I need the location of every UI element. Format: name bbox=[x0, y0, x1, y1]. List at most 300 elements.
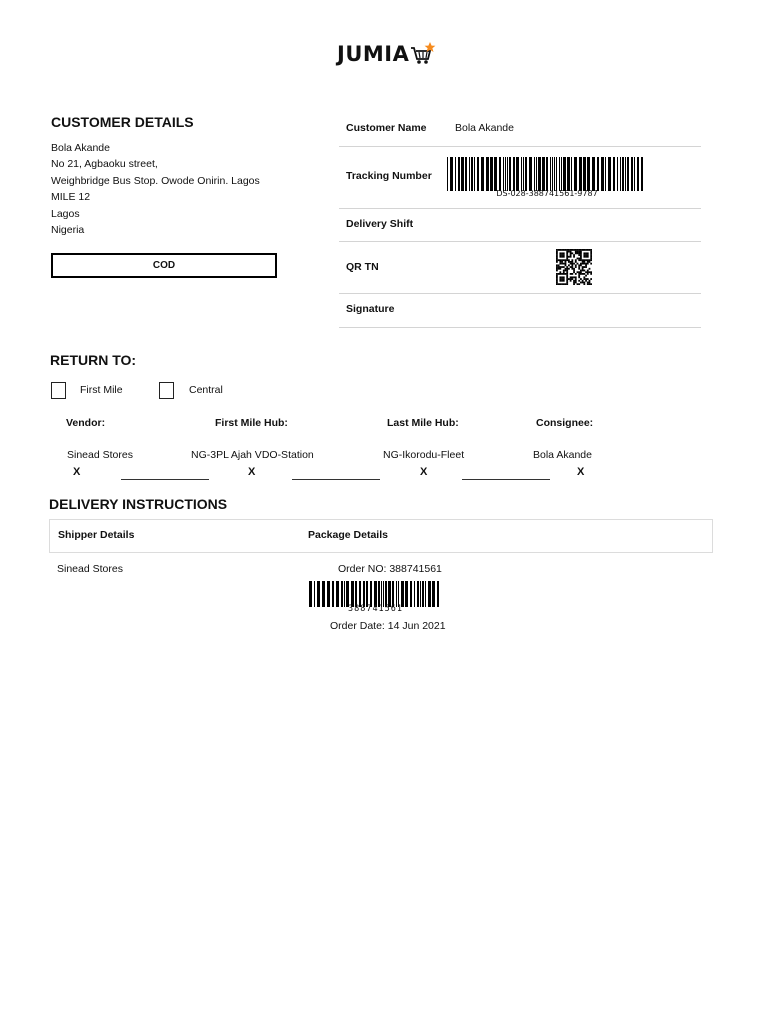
barcode-bar bbox=[516, 157, 519, 191]
qr-module bbox=[561, 254, 563, 256]
qr-module bbox=[566, 271, 568, 273]
qr-module bbox=[582, 282, 584, 284]
barcode-bar bbox=[554, 157, 555, 191]
customer-name-row bbox=[339, 112, 701, 147]
qr-module bbox=[583, 282, 585, 284]
qr-module bbox=[570, 276, 572, 278]
barcode-bar bbox=[552, 157, 553, 191]
qr-module bbox=[559, 249, 561, 251]
qr-module bbox=[573, 268, 575, 270]
qr-module bbox=[563, 273, 565, 275]
qr-module bbox=[573, 254, 575, 256]
qr-module bbox=[575, 261, 577, 263]
barcode-bar bbox=[631, 157, 633, 191]
qr-module bbox=[563, 256, 565, 258]
qr-module bbox=[575, 252, 577, 254]
qr-module bbox=[585, 263, 587, 265]
qr-module bbox=[580, 273, 582, 275]
qr-module bbox=[583, 270, 585, 272]
qr-module bbox=[590, 273, 592, 275]
qr-module bbox=[582, 280, 584, 282]
central-checkbox[interactable] bbox=[159, 382, 174, 399]
qr-module bbox=[575, 259, 577, 261]
qr-module bbox=[561, 259, 563, 261]
qr-module bbox=[565, 261, 567, 263]
barcode-bar bbox=[637, 157, 639, 191]
signature-row bbox=[339, 293, 701, 328]
qr-module bbox=[561, 273, 563, 275]
qr-module bbox=[556, 259, 558, 261]
barcode-bar bbox=[579, 157, 582, 191]
qr-module bbox=[556, 282, 558, 284]
qr-module bbox=[563, 270, 565, 272]
qr-module bbox=[587, 261, 589, 263]
qr-module bbox=[571, 266, 573, 268]
qr-module bbox=[566, 283, 568, 285]
qr-module bbox=[583, 276, 585, 278]
qr-module bbox=[585, 266, 587, 268]
qr-module bbox=[582, 259, 584, 261]
qr-module bbox=[587, 263, 589, 265]
qr-module bbox=[559, 278, 561, 280]
qr-module bbox=[563, 263, 565, 265]
qr-module bbox=[568, 256, 570, 258]
barcode-bar bbox=[529, 157, 532, 191]
qr-module bbox=[565, 268, 567, 270]
qr-module bbox=[578, 264, 580, 266]
delivery-shift-row bbox=[339, 208, 701, 242]
qr-module bbox=[570, 256, 572, 258]
qr-module bbox=[556, 278, 558, 280]
barcode-bar bbox=[477, 157, 479, 191]
qr-module bbox=[566, 275, 568, 277]
qr-module bbox=[573, 276, 575, 278]
qr-module bbox=[580, 256, 582, 258]
qr-module bbox=[568, 278, 570, 280]
vendor-label: Vendor: bbox=[66, 417, 106, 429]
qr-module bbox=[566, 273, 568, 275]
qr-module bbox=[583, 266, 585, 268]
qr-module bbox=[556, 270, 558, 272]
barcode-bar bbox=[641, 157, 643, 191]
barcode-bar bbox=[567, 157, 570, 191]
qr-module bbox=[573, 280, 575, 282]
shipper-details-label: Shipper Details bbox=[58, 529, 135, 541]
qr-module bbox=[570, 266, 572, 268]
qr-module bbox=[580, 254, 582, 256]
qr-module bbox=[570, 252, 572, 254]
barcode-bar bbox=[505, 157, 506, 191]
qr-module bbox=[575, 264, 577, 266]
barcode-bar bbox=[620, 157, 621, 191]
qr-module bbox=[563, 278, 565, 280]
tracking-row bbox=[339, 146, 701, 209]
address-line-3: MILE 12 bbox=[51, 191, 91, 204]
qr-module bbox=[571, 261, 573, 263]
barcode-bar bbox=[471, 157, 473, 191]
barcode-bar bbox=[465, 157, 467, 191]
qr-module bbox=[559, 271, 561, 273]
barcode-bar bbox=[563, 157, 566, 191]
qr-module bbox=[556, 264, 558, 266]
barcode-bar bbox=[592, 157, 595, 191]
qr-module bbox=[585, 249, 587, 251]
barcode-bar bbox=[481, 157, 484, 191]
barcode-bar bbox=[534, 157, 535, 191]
qr-module bbox=[561, 266, 563, 268]
qr-module bbox=[558, 283, 560, 285]
barcode-bar bbox=[587, 157, 590, 191]
qr-module bbox=[582, 249, 584, 251]
address-line-1: No 21, Agbaoku street, bbox=[51, 158, 158, 171]
qr-module bbox=[563, 276, 565, 278]
qr-module bbox=[578, 254, 580, 256]
tracking-label: Tracking Number bbox=[346, 170, 432, 182]
qr-module bbox=[558, 264, 560, 266]
qr-module bbox=[587, 254, 589, 256]
signature-label: Signature bbox=[346, 303, 395, 315]
qr-module bbox=[558, 259, 560, 261]
customer-name-value: Bola Akande bbox=[455, 122, 514, 134]
qr-module bbox=[580, 263, 582, 265]
qr-module bbox=[585, 254, 587, 256]
central-label: Central bbox=[189, 384, 223, 396]
qr-module bbox=[577, 252, 579, 254]
qr-code bbox=[556, 249, 592, 285]
qr-module bbox=[577, 251, 579, 253]
qr-module bbox=[568, 268, 570, 270]
barcode-bar bbox=[613, 157, 615, 191]
qr-module bbox=[587, 282, 589, 284]
qr-module bbox=[589, 280, 591, 282]
qr-module bbox=[582, 270, 584, 272]
qr-module bbox=[580, 258, 582, 260]
barcode-bar bbox=[627, 157, 629, 191]
qr-module bbox=[561, 249, 563, 251]
qr-module bbox=[580, 271, 582, 273]
qr-module bbox=[590, 258, 592, 260]
qr-module bbox=[558, 266, 560, 268]
qr-module bbox=[570, 261, 572, 263]
qr-module bbox=[571, 276, 573, 278]
qr-module bbox=[573, 282, 575, 284]
qr-module bbox=[570, 273, 572, 275]
qr-module bbox=[578, 259, 580, 261]
qr-module bbox=[570, 251, 572, 253]
customer-address bbox=[51, 140, 260, 238]
qr-module bbox=[575, 251, 577, 253]
qr-module bbox=[571, 252, 573, 254]
qr-module bbox=[568, 264, 570, 266]
qr-module bbox=[566, 278, 568, 280]
qr-module bbox=[587, 283, 589, 285]
qr-module bbox=[556, 275, 558, 277]
barcode-bar bbox=[608, 157, 611, 191]
qr-module bbox=[590, 251, 592, 253]
qr-module bbox=[578, 273, 580, 275]
first-mile-sign-line bbox=[292, 479, 380, 480]
qr-module bbox=[575, 280, 577, 282]
first-mile-hub-label: First Mile Hub: bbox=[215, 417, 288, 429]
qr-module bbox=[561, 263, 563, 265]
qr-module bbox=[566, 280, 568, 282]
order-date: Order Date: 14 Jun 2021 bbox=[330, 620, 446, 632]
first-mile-checkbox[interactable] bbox=[51, 382, 66, 399]
qr-module bbox=[575, 276, 577, 278]
qr-module bbox=[559, 252, 561, 254]
qr-module bbox=[578, 276, 580, 278]
qr-module bbox=[566, 270, 568, 272]
qr-module bbox=[580, 252, 582, 254]
barcode-bar bbox=[559, 157, 560, 191]
barcode-bar bbox=[509, 157, 511, 191]
barcode-bar bbox=[556, 157, 557, 191]
qr-module bbox=[573, 256, 575, 258]
qr-module bbox=[578, 252, 580, 254]
qr-module bbox=[583, 256, 585, 258]
barcode-bar bbox=[583, 157, 586, 191]
qr-module bbox=[556, 276, 558, 278]
qr-module bbox=[585, 278, 587, 280]
qr-module bbox=[570, 280, 572, 282]
qr-module bbox=[561, 283, 563, 285]
order-number: Order NO: 388741561 bbox=[338, 563, 442, 575]
qr-module bbox=[585, 264, 587, 266]
qr-module bbox=[589, 268, 591, 270]
qr-module bbox=[583, 263, 585, 265]
qr-module bbox=[583, 259, 585, 261]
qr-module bbox=[590, 256, 592, 258]
qr-module bbox=[587, 278, 589, 280]
qr-module bbox=[563, 249, 565, 251]
qr-module bbox=[559, 256, 561, 258]
qr-label: QR TN bbox=[346, 261, 379, 273]
qr-module bbox=[583, 278, 585, 280]
last-mile-hub-label: Last Mile Hub: bbox=[387, 417, 459, 429]
qr-module bbox=[578, 251, 580, 253]
qr-module bbox=[583, 254, 585, 256]
last-mile-sign-mark: X bbox=[420, 466, 428, 478]
qr-module bbox=[577, 263, 579, 265]
qr-module bbox=[565, 264, 567, 266]
barcode-bar bbox=[503, 157, 504, 191]
qr-module bbox=[578, 280, 580, 282]
barcode-bar bbox=[571, 157, 572, 191]
qr-module bbox=[585, 256, 587, 258]
vendor-sign-mark: X bbox=[73, 466, 81, 478]
shipper-value: Sinead Stores bbox=[57, 563, 123, 575]
barcode-bar bbox=[486, 157, 489, 191]
qr-row bbox=[339, 241, 701, 294]
return-to-heading: RETURN TO: bbox=[50, 352, 137, 368]
consignee-label: Consignee: bbox=[536, 417, 594, 429]
cart-star-icon bbox=[410, 40, 436, 66]
qr-module bbox=[566, 258, 568, 260]
qr-module bbox=[578, 249, 580, 251]
qr-module bbox=[566, 276, 568, 278]
qr-module bbox=[575, 266, 577, 268]
barcode-bar bbox=[601, 157, 604, 191]
qr-module bbox=[556, 273, 558, 275]
customer-name-label: Customer Name bbox=[346, 122, 427, 134]
qr-module bbox=[589, 259, 591, 261]
qr-module bbox=[563, 271, 565, 273]
qr-module bbox=[571, 263, 573, 265]
customer-details-heading: CUSTOMER DETAILS bbox=[51, 114, 194, 130]
qr-module bbox=[571, 259, 573, 261]
last-mile-hub-value: NG-Ikorodu-Fleet bbox=[383, 449, 465, 461]
qr-module bbox=[582, 266, 584, 268]
qr-module bbox=[561, 256, 563, 258]
qr-module bbox=[570, 254, 572, 256]
qr-module bbox=[577, 258, 579, 260]
first-mile-label: First Mile bbox=[80, 384, 123, 396]
barcode-bar bbox=[538, 157, 541, 191]
barcode-bar bbox=[546, 157, 548, 191]
qr-module bbox=[559, 261, 561, 263]
qr-module bbox=[559, 280, 561, 282]
barcode-bar bbox=[450, 157, 453, 191]
qr-module bbox=[556, 249, 558, 251]
order-barcode-text: 388741561 bbox=[347, 604, 404, 614]
qr-module bbox=[577, 283, 579, 285]
barcode-bar bbox=[513, 157, 515, 191]
qr-module bbox=[565, 273, 567, 275]
barcode-bar bbox=[542, 157, 545, 191]
barcode-bar bbox=[458, 157, 460, 191]
qr-module bbox=[585, 280, 587, 282]
qr-module bbox=[587, 249, 589, 251]
qr-module bbox=[558, 273, 560, 275]
qr-module bbox=[580, 249, 582, 251]
qr-module bbox=[558, 249, 560, 251]
qr-module bbox=[565, 283, 567, 285]
vendor-sign-line bbox=[121, 479, 209, 480]
qr-module bbox=[568, 251, 570, 253]
qr-module bbox=[563, 259, 565, 261]
qr-module bbox=[559, 268, 561, 270]
barcode-bar bbox=[597, 157, 599, 191]
qr-module bbox=[583, 273, 585, 275]
qr-module bbox=[578, 258, 580, 260]
qr-module bbox=[565, 263, 567, 265]
qr-module bbox=[556, 261, 558, 263]
qr-module bbox=[571, 249, 573, 251]
qr-module bbox=[559, 273, 561, 275]
barcode-bar bbox=[469, 157, 470, 191]
qr-module bbox=[585, 271, 587, 273]
address-country: Nigeria bbox=[51, 224, 85, 237]
address-line-2: Weighbridge Bus Stop. Owode Onirin. Lagos bbox=[51, 174, 260, 187]
qr-module bbox=[561, 261, 563, 263]
qr-module bbox=[556, 258, 558, 260]
qr-module bbox=[590, 263, 592, 265]
instructions-header-box bbox=[49, 519, 713, 553]
barcode-bar bbox=[625, 157, 626, 191]
qr-module bbox=[559, 263, 561, 265]
qr-module bbox=[563, 283, 565, 285]
qr-module bbox=[587, 270, 589, 272]
qr-module bbox=[566, 266, 568, 268]
qr-module bbox=[582, 268, 584, 270]
qr-module bbox=[556, 280, 558, 282]
qr-module bbox=[566, 251, 568, 253]
qr-module bbox=[587, 252, 589, 254]
qr-module bbox=[561, 280, 563, 282]
barcode-bar bbox=[525, 157, 527, 191]
qr-module bbox=[589, 283, 591, 285]
qr-module bbox=[583, 283, 585, 285]
package-details-label: Package Details bbox=[308, 529, 388, 541]
qr-module bbox=[590, 252, 592, 254]
qr-module bbox=[565, 249, 567, 251]
qr-module bbox=[583, 249, 585, 251]
qr-module bbox=[571, 264, 573, 266]
qr-module bbox=[582, 263, 584, 265]
qr-module bbox=[585, 259, 587, 261]
qr-module bbox=[587, 271, 589, 273]
qr-module bbox=[570, 249, 572, 251]
consignee-value: Bola Akande bbox=[533, 449, 592, 461]
barcode-bar bbox=[447, 157, 448, 191]
qr-module bbox=[578, 275, 580, 277]
qr-module bbox=[578, 268, 580, 270]
qr-module bbox=[589, 249, 591, 251]
customer-name-line: Bola Akande bbox=[51, 142, 110, 154]
qr-module bbox=[571, 268, 573, 270]
address-city: Lagos bbox=[51, 207, 80, 220]
qr-module bbox=[568, 261, 570, 263]
qr-module bbox=[559, 276, 561, 278]
qr-module bbox=[590, 283, 592, 285]
qr-module bbox=[559, 254, 561, 256]
payment-method-box: COD bbox=[51, 253, 277, 278]
qr-module bbox=[573, 263, 575, 265]
qr-module bbox=[573, 271, 575, 273]
qr-module bbox=[575, 278, 577, 280]
qr-module bbox=[561, 276, 563, 278]
barcode-bar bbox=[461, 157, 464, 191]
qr-module bbox=[556, 254, 558, 256]
qr-module bbox=[563, 266, 565, 268]
qr-module bbox=[577, 271, 579, 273]
qr-module bbox=[573, 249, 575, 251]
qr-module bbox=[589, 271, 591, 273]
qr-module bbox=[578, 271, 580, 273]
qr-module bbox=[570, 278, 572, 280]
barcode-bar bbox=[550, 157, 551, 191]
qr-module bbox=[556, 266, 558, 268]
delivery-instructions-heading: DELIVERY INSTRUCTIONS bbox=[49, 496, 228, 512]
qr-module bbox=[580, 264, 582, 266]
barcode-bar bbox=[622, 157, 624, 191]
qr-module bbox=[580, 270, 582, 272]
qr-module bbox=[556, 283, 558, 285]
barcode-bar bbox=[634, 157, 635, 191]
qr-module bbox=[566, 268, 568, 270]
qr-module bbox=[590, 271, 592, 273]
qr-module bbox=[587, 259, 589, 261]
qr-module bbox=[566, 252, 568, 254]
qr-module bbox=[566, 249, 568, 251]
qr-module bbox=[556, 252, 558, 254]
barcode-bar bbox=[455, 157, 456, 191]
barcode-bar bbox=[561, 157, 562, 191]
barcode-bar bbox=[617, 157, 618, 191]
barcode-bar bbox=[499, 157, 501, 191]
qr-module bbox=[590, 278, 592, 280]
qr-module bbox=[563, 280, 565, 282]
